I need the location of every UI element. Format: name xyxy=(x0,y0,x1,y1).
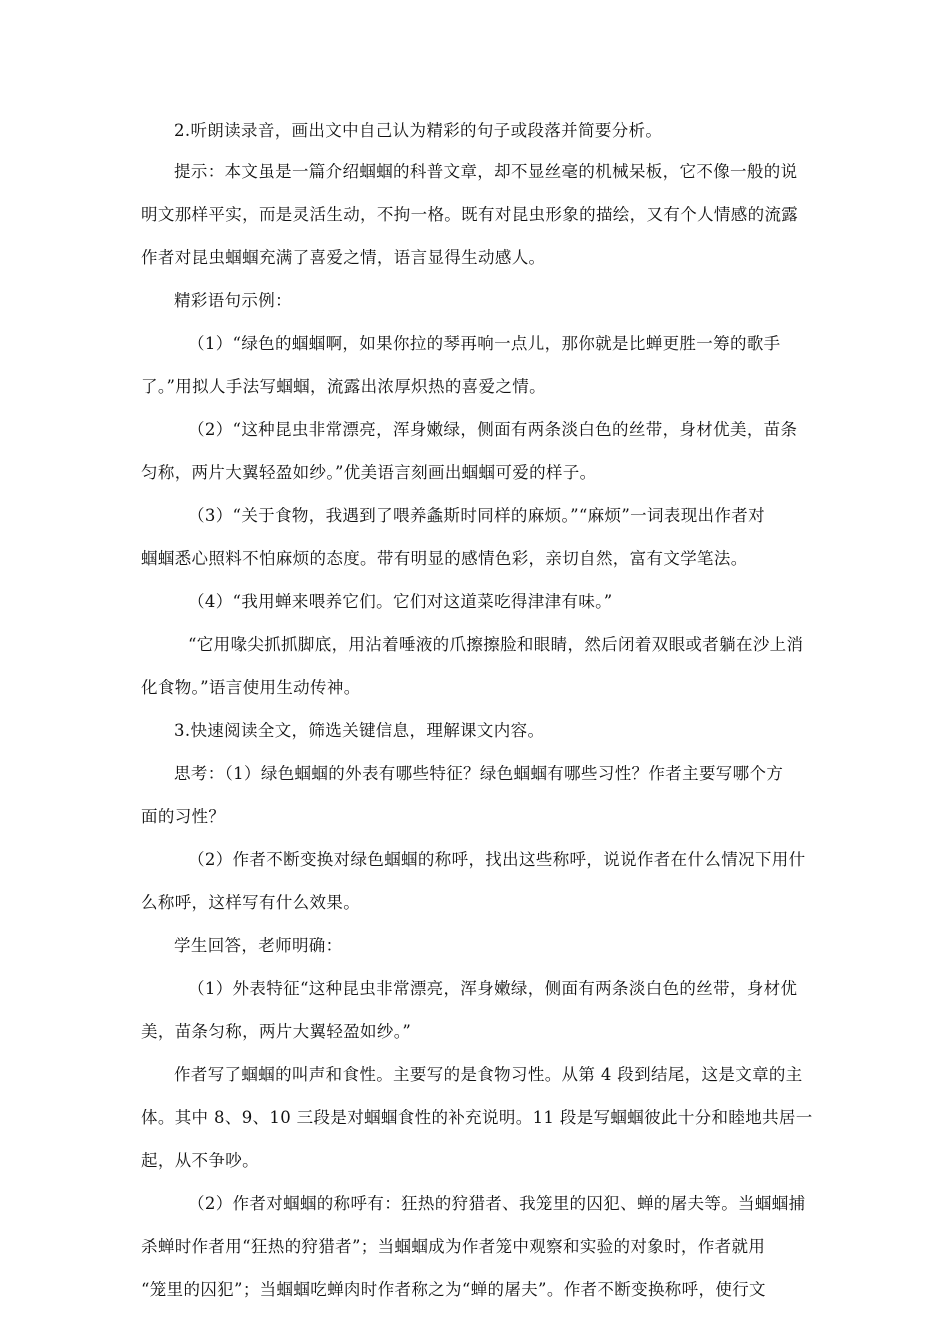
text-line: 化食物。”语言使用生动传神。 xyxy=(141,678,361,697)
text-line: 提示：本文虽是一篇介绍蝈蝈的科普文章，却不显丝毫的机械呆板，它不像一般的说 xyxy=(174,162,798,181)
text-line: （2）“这种昆虫非常漂亮，浑身嫩绿，侧面有两条淡白色的丝带，身材优美，苗条 xyxy=(188,420,798,439)
text-line: （3）“关于食物，我遇到了喂养螽斯时同样的麻烦。”“麻烦”一词表现出作者对 xyxy=(188,506,765,525)
text-line: 作者对昆虫蝈蝈充满了喜爱之情，语言显得生动感人。 xyxy=(141,248,546,267)
text-line: “笼里的囚犯”；当蝈蝈吃蝉肉时作者称之为“蝉的屠夫”。作者不断变换称呼，使行文 xyxy=(141,1280,766,1299)
text-line: “它用喙尖抓抓脚底，用沾着唾液的爪擦擦脸和眼睛，然后闭着双眼或者躺在沙上消 xyxy=(188,635,804,654)
text-line: 么称呼，这样写有什么效果。 xyxy=(141,893,361,912)
text-line: 精彩语句示例： xyxy=(174,291,292,310)
text-line: 学生回答，老师明确： xyxy=(174,936,343,955)
text-line: 面的习性？ xyxy=(141,807,226,826)
text-line: 作者写了蝈蝈的叫声和食性。主要写的是食物习性。从第 4 段到结尾，这是文章的主 xyxy=(174,1065,803,1084)
text-line: （1）“绿色的蝈蝈啊，如果你拉的琴再响一点儿，那你就是比蝉更胜一筹的歌手 xyxy=(188,334,781,353)
text-line: 2.听朗读录音，画出文中自己认为精彩的句子或段落并简要分析。 xyxy=(174,121,663,140)
text-line: 美，苗条匀称，两片大翼轻盈如纱。” xyxy=(141,1022,412,1041)
text-line: 杀蝉时作者用“狂热的狩猎者”；当蝈蝈成为作者笼中观察和实验的对象时，作者就用 xyxy=(141,1237,766,1256)
text-line: 起，从不争吵。 xyxy=(141,1151,259,1170)
text-line: （1）外表特征“这种昆虫非常漂亮，浑身嫩绿，侧面有两条淡白色的丝带，身材优 xyxy=(188,979,798,998)
text-line: 蝈蝈悉心照料不怕麻烦的态度。带有明显的感情色彩，亲切自然，富有文学笔法。 xyxy=(141,549,748,568)
text-line: 明文那样平实，而是灵活生动，不拘一格。既有对昆虫形象的描绘，又有个人情感的流露 xyxy=(141,205,799,224)
text-line: 了。”用拟人手法写蝈蝈，流露出浓厚炽热的喜爱之情。 xyxy=(141,377,546,396)
text-line: 体。其中 8、9、10 三段是对蝈蝈食性的补充说明。11 段是写蝈蝈彼此十分和睦地共居一 xyxy=(141,1108,813,1127)
text-line: （2）作者对蝈蝈的称呼有：狂热的狩猎者、我笼里的囚犯、蝉的屠夫等。当蝈蝈捕 xyxy=(188,1194,806,1213)
text-line: 3.快速阅读全文，筛选关键信息，理解课文内容。 xyxy=(174,721,545,740)
text-line: 思考：（1）绿色蝈蝈的外表有哪些特征？绿色蝈蝈有哪些习性？作者主要写哪个方 xyxy=(174,764,784,783)
text-line: （2）作者不断变换对绿色蝈蝈的称呼，找出这些称呼，说说作者在什么情况下用什 xyxy=(188,850,806,869)
text-line: 匀称，两片大翼轻盈如纱。”优美语言刻画出蝈蝈可爱的样子。 xyxy=(141,463,597,482)
text-line: （4）“我用蝉来喂养它们。它们对这道菜吃得津津有味。” xyxy=(188,592,613,611)
